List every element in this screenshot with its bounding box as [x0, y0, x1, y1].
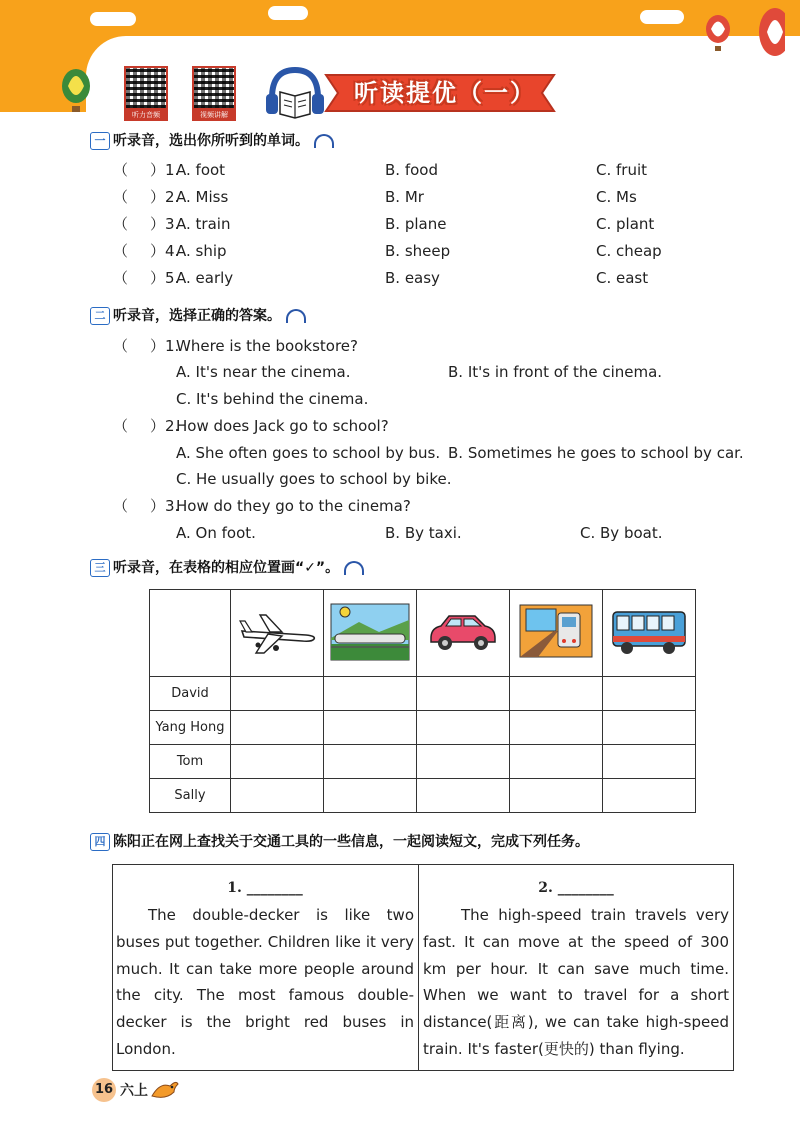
option-c: C. Ms	[596, 188, 637, 206]
answer-cell[interactable]	[324, 677, 417, 711]
option-c: C. By boat.	[580, 524, 663, 542]
section-instruction: 听录音，选出你所听到的单词。	[113, 133, 309, 149]
table-header-cell	[510, 590, 603, 677]
answer-cell[interactable]	[324, 779, 417, 813]
cloud-icon	[90, 12, 136, 26]
row-label: Tom	[150, 745, 231, 779]
grade-label: 六上	[120, 1083, 148, 1099]
table-header-cell	[603, 590, 696, 677]
option-a: A. foot	[176, 161, 226, 179]
question-text: How does Jack go to school?	[176, 417, 389, 435]
answer-cell[interactable]	[510, 711, 603, 745]
cloud-icon	[640, 10, 684, 24]
paren: （	[113, 188, 129, 206]
option-c: C. It's behind the cinema.	[176, 390, 369, 408]
listen-icon	[344, 561, 364, 575]
table-header-cell	[231, 590, 324, 677]
paren: （	[113, 242, 129, 260]
paren: （	[113, 215, 129, 233]
qr-code-icon	[124, 66, 168, 110]
answer-cell[interactable]	[231, 677, 324, 711]
reading-divider	[418, 864, 419, 1071]
question-number: ）1.	[150, 161, 180, 179]
high-speed-train-icon	[329, 600, 411, 662]
answer-cell[interactable]	[324, 711, 417, 745]
paren: （	[113, 269, 129, 287]
cloud-icon	[268, 6, 308, 20]
question-number: ）3.	[150, 215, 180, 233]
passage-title: 1. ________	[227, 880, 303, 896]
row-label: Sally	[150, 779, 231, 813]
option-c: C. He usually goes to school by bike.	[176, 470, 452, 488]
option-a: A. train	[176, 215, 231, 233]
option-b: B. It's in front of the cinema.	[448, 363, 663, 381]
row-label: David	[150, 677, 231, 711]
section-number: 四	[90, 833, 110, 851]
question-number: ）4.	[150, 242, 180, 260]
qr-label: 视频讲解	[192, 110, 236, 121]
qr-audio[interactable]	[124, 66, 168, 122]
option-a: A. She often goes to school by bus.	[176, 444, 441, 462]
option-b: B. food	[385, 161, 438, 179]
answer-cell[interactable]	[417, 779, 510, 813]
answer-cell[interactable]	[417, 745, 510, 779]
option-b: B. Sometimes he goes to school by car.	[448, 444, 744, 462]
check-table	[149, 589, 696, 813]
option-a: A. It's near the cinema.	[176, 363, 351, 381]
subway-train-icon	[518, 603, 594, 659]
table-header-cell	[417, 590, 510, 677]
answer-cell[interactable]	[231, 745, 324, 779]
option-b: B. Mr	[385, 188, 424, 206]
answer-cell[interactable]	[510, 745, 603, 779]
option-c: C. plant	[596, 215, 655, 233]
paren: （	[113, 417, 129, 435]
question-number: ）2.	[150, 188, 180, 206]
answer-cell[interactable]	[510, 677, 603, 711]
answer-cell[interactable]	[231, 779, 324, 813]
option-b: B. easy	[385, 269, 440, 287]
passage-text: The double-decker is like two buses put together. Children like it very much. It can take more people around the city. The most famous double-decker is the bright red buses in London.	[116, 906, 414, 1058]
qr-video[interactable]	[192, 66, 236, 122]
plane-icon	[236, 601, 318, 661]
hot-air-balloon-icon	[58, 68, 94, 114]
option-a: A. early	[176, 269, 234, 287]
paren: （	[113, 497, 129, 515]
passage-text: The high-speed train travels very fast. It can move at the speed of 300 km per hour. It can save much time. When we want to travel for a short distance(距离), we can take high-speed train. It's faster(更快的) than flying.	[423, 906, 729, 1058]
table-header-cell	[324, 590, 417, 677]
answer-cell[interactable]	[417, 711, 510, 745]
table-row	[150, 745, 696, 779]
option-b: B. plane	[385, 215, 447, 233]
paren: （	[113, 337, 129, 355]
answer-cell[interactable]	[510, 779, 603, 813]
passage-title: 2. ________	[538, 880, 614, 896]
section-instruction: 陈阳正在网上查找关于交通工具的一些信息，一起阅读短文，完成下列任务。	[113, 834, 589, 850]
question-number: ）2.	[150, 417, 180, 435]
question-text: How do they go to the cinema?	[176, 497, 411, 515]
option-a: A. ship	[176, 242, 227, 260]
answer-cell[interactable]	[603, 779, 696, 813]
paren: （	[113, 161, 129, 179]
headphones-book-icon	[264, 64, 326, 120]
page-number: 16	[92, 1078, 116, 1102]
table-row	[150, 711, 696, 745]
option-c: C. east	[596, 269, 649, 287]
section-heading	[90, 305, 306, 327]
option-c: C. fruit	[596, 161, 648, 179]
qr-label: 听力音频	[124, 110, 168, 121]
option-c: C. cheap	[596, 242, 662, 260]
answer-cell[interactable]	[603, 711, 696, 745]
row-label: Yang Hong	[150, 711, 231, 745]
option-a: A. On foot.	[176, 524, 256, 542]
answer-cell[interactable]	[603, 677, 696, 711]
question-number: ）3.	[150, 497, 180, 515]
answer-cell[interactable]	[231, 711, 324, 745]
qr-code-icon	[192, 66, 236, 110]
bird-icon	[150, 1078, 180, 1100]
answer-cell[interactable]	[324, 745, 417, 779]
answer-cell[interactable]	[603, 745, 696, 779]
hot-air-balloon-icon	[703, 14, 733, 54]
question-number: ）5.	[150, 269, 180, 287]
option-b: B. sheep	[385, 242, 451, 260]
page-title: 听读提优（一）	[354, 79, 536, 107]
table-header-row	[150, 590, 696, 677]
option-b: B. By taxi.	[385, 524, 462, 542]
question-text: Where is the bookstore?	[176, 337, 358, 355]
hot-air-balloon-icon	[745, 6, 785, 74]
answer-cell[interactable]	[417, 677, 510, 711]
listen-icon	[286, 309, 306, 323]
section-instruction: 听录音，在表格的相应位置画“✓”。	[113, 560, 340, 576]
table-row	[150, 677, 696, 711]
section-instruction: 听录音，选择正确的答案。	[113, 308, 281, 324]
section-number: 二	[90, 307, 110, 325]
section-number: 三	[90, 559, 110, 577]
bus-icon	[609, 604, 689, 658]
listen-icon	[314, 134, 334, 148]
car-icon	[427, 606, 499, 656]
section-heading	[90, 831, 589, 853]
option-a: A. Miss	[176, 188, 229, 206]
table-row	[150, 779, 696, 813]
question-number: ）1.	[150, 337, 180, 355]
section-number: 一	[90, 132, 110, 150]
section-heading	[90, 130, 334, 152]
table-corner	[150, 590, 231, 677]
section-heading	[90, 557, 364, 579]
